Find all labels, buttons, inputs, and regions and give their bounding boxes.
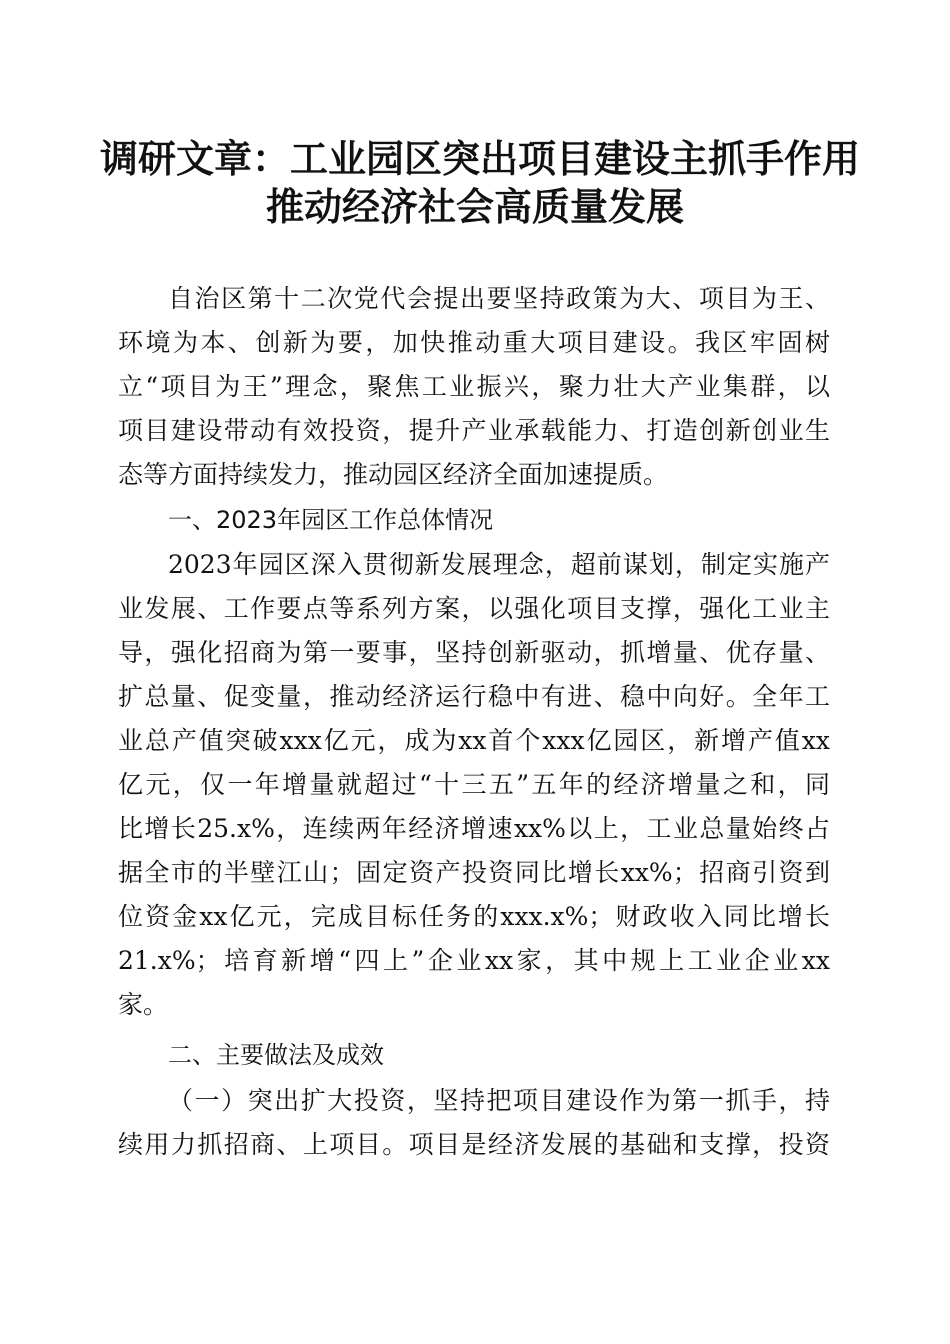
text-line: 比增长25.x%，连续两年经济增速xx%以上，工业总量始终占	[118, 814, 830, 843]
text-line: （一）突出扩大投资，坚持把项目建设作为第一抓手，持	[168, 1086, 830, 1115]
text-line: 2023年园区深入贯彻新发展理念，超前谋划，制定实施产	[168, 550, 830, 579]
text-line: 续用力抓招商、上项目。项目是经济发展的基础和支撑，投资	[118, 1130, 830, 1159]
text-line: 环境为本、创新为要，加快推动重大项目建设。我区牢固树	[118, 328, 830, 357]
text-line: 立“项目为王”理念，聚焦工业振兴，聚力壮大产业集群，以	[118, 372, 830, 401]
text-line: 21.x%；培育新增“四上”企业xx家，其中规上工业企业xx	[118, 946, 830, 975]
text-line: 业发展、工作要点等系列方案，以强化项目支撑，强化工业主	[118, 594, 830, 623]
section-heading-1: 一、2023年园区工作总体情况	[168, 506, 494, 534]
text-line: 据全市的半壁江山；固定资产投资同比增长xx%；招商引资到	[118, 858, 830, 887]
text-line: 项目建设带动有效投资，提升产业承载能力、打造创新创业生	[118, 416, 830, 445]
section-heading-2: 二、主要做法及成效	[168, 1041, 384, 1069]
text-line: 自治区第十二次党代会提出要坚持政策为大、项目为王、	[168, 284, 830, 313]
text-line: 业总产值突破xxx亿元，成为xx首个xxx亿园区，新增产值xx	[118, 726, 830, 755]
text-line: 亿元，仅一年增量就超过“十三五”五年的经济增量之和，同	[118, 770, 830, 799]
document-title-line-2: 推动经济社会高质量发展	[265, 185, 684, 229]
text-line: 扩总量、促变量，推动经济运行稳中有进、稳中向好。全年工	[118, 682, 830, 711]
text-line: 家。	[118, 990, 169, 1019]
text-line: 位资金xx亿元，完成目标任务的xxx.x%；财政收入同比增长	[118, 902, 830, 931]
text-line: 导，强化招商为第一要事，坚持创新驱动，抓增量、优存量、	[118, 638, 830, 667]
document-title-line-1: 调研文章：工业园区突出项目建设主抓手作用	[100, 137, 861, 181]
text-line: 态等方面持续发力，推动园区经济全面加速提质。	[118, 460, 669, 489]
